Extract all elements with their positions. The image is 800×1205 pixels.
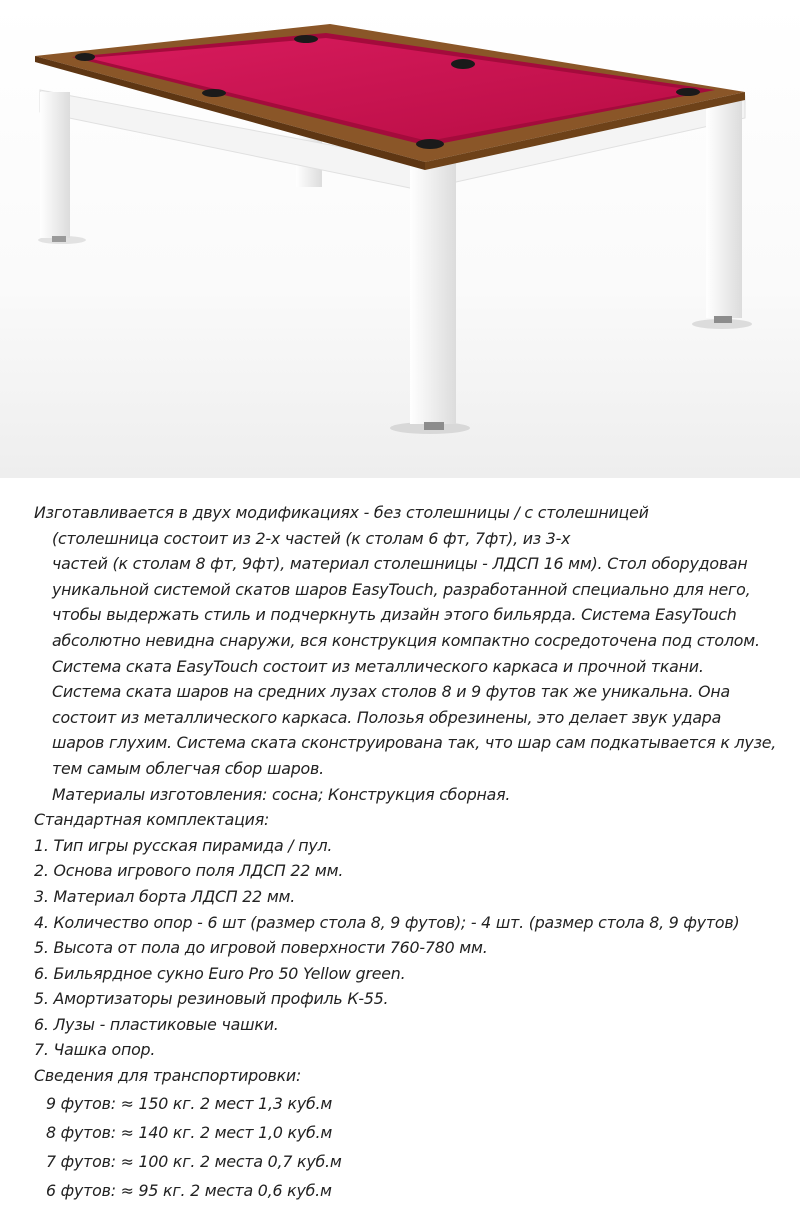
standard-equipment <box>34 807 794 1089</box>
spec-item: 4. Количество опор - 6 шт (размер стола 8, 9 футов); - 4 шт. (размер стола 8, 9 футов) <box>34 912 740 932</box>
spec-item: 6. Бильярдное сукно Euro Pro 50 Yellow green. <box>34 963 406 983</box>
description-line: абсолютно невидна снаружи, вся конструкция компактно сосредоточена под столом. <box>52 630 760 650</box>
spec-item: 1. Тип игры русская пирамида / пул. <box>34 835 333 855</box>
transport-item: 9 футов: ≈ 150 кг. 2 мест 1,3 куб.м <box>46 1093 333 1113</box>
spec-item: 6. Лузы - пластиковые чашки. <box>34 1014 279 1034</box>
description-line: Система ската EasyTouch состоит из металлического каркаса и прочной ткани. <box>52 656 704 676</box>
pocket <box>294 35 318 43</box>
description-line: чтобы выдержать стиль и подчеркнуть дизайн этого бильярда. Система EasyTouch <box>52 605 737 625</box>
table-leg <box>40 92 70 238</box>
spec-item: 7. Чашка опор. <box>34 1040 156 1060</box>
product-description-block <box>34 500 794 1205</box>
pocket <box>75 53 95 61</box>
transport-item: 7 футов: ≈ 100 кг. 2 места 0,7 куб.м <box>46 1151 342 1171</box>
description-line: Материалы изготовления: сосна; Конструкция сборная. <box>52 784 511 804</box>
description-line: (столешница состоит из 2-х частей (к столам 6 фт, 7фт), из 3-х <box>52 528 571 548</box>
description-line: Изготавливается в двух модификациях - без столешницы / с столешницей <box>34 503 649 522</box>
spec-item: 5. Амортизаторы резиновый профиль К-55. <box>34 989 389 1009</box>
leg-foot <box>52 236 66 242</box>
description-line: шаров глухим. Система ската сконструирована так, что шар сам подкатывается к лузе, <box>52 733 777 753</box>
transport-item: 8 футов: ≈ 140 кг. 2 мест 1,0 куб.м <box>46 1122 333 1142</box>
pocket <box>676 88 700 96</box>
transport-info <box>34 1089 794 1205</box>
pocket <box>416 139 444 149</box>
pocket <box>451 59 475 69</box>
section-title: Сведения для транспортировки: <box>34 1066 302 1086</box>
description-line: уникальной системой скатов шаров EasyTouch, разработанной специально для него, <box>52 579 751 599</box>
leg-foot <box>714 316 732 323</box>
description-line: частей (к столам 8 фт, 9фт), материал столешницы - ЛДСП 16 мм). Стол оборудован <box>52 554 748 574</box>
transport-item: 6 футов: ≈ 95 кг. 2 места 0,6 куб.м <box>46 1180 332 1200</box>
product-description <box>34 500 794 807</box>
table-leg <box>410 160 456 424</box>
description-line: состоит из металлического каркаса. Полозья обрезинены, это делает звук удара <box>52 707 722 727</box>
spec-item: 2. Основа игрового поля ЛДСП 22 мм. <box>34 861 344 881</box>
pocket <box>202 89 226 97</box>
spec-item: 5. Высота от пола до игровой поверхности 760-780 мм. <box>34 938 488 958</box>
description-line: тем самым облегчая сбор шаров. <box>52 758 324 778</box>
table-leg <box>706 100 742 318</box>
spec-item: 3. Материал борта ЛДСП 22 мм. <box>34 886 296 906</box>
leg-foot <box>424 422 444 430</box>
billiard-table-illustration <box>0 0 800 478</box>
description-line: Система ската шаров на средних лузах столов 8 и 9 футов так же уникальна. Она <box>52 682 730 702</box>
billiard-table-image <box>0 0 800 478</box>
section-title: Стандартная комплектация: <box>34 810 270 830</box>
